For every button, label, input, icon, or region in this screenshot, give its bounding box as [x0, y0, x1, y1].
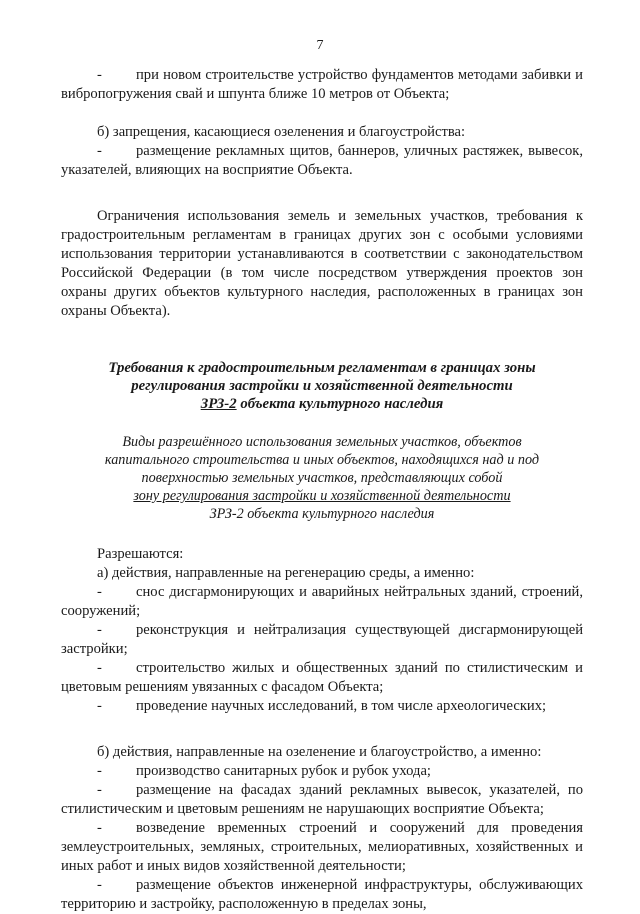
- paragraph-text: при новом строительстве устройство фундаментов методами забивки и вибропогружения свай и шпунта ближе 10 метров от Объекта;: [61, 67, 583, 102]
- heading-line: [61, 395, 583, 413]
- subheading-line: капитального строительства и иных объектов, находящихся над и под: [104, 452, 540, 468]
- dash-marker: -: [97, 763, 102, 779]
- list-item-text: снос дисгармонирующих и аварийных нейтральных зданий, строений, сооружений;: [61, 584, 583, 619]
- list-intro: Разрешаются:: [97, 546, 184, 562]
- zone-code: ЗРЗ-2: [200, 396, 237, 412]
- list-item-text: производство санитарных рубок и рубок ухода;: [136, 763, 431, 779]
- list-item: [61, 762, 583, 781]
- heading-line: регулирования застройки и хозяйственной деятельности: [131, 378, 513, 394]
- subheading-line: Виды разрешённого использования земельных участков, объектов: [122, 434, 522, 450]
- paragraph: б) запрещения, касающиеся озеленения и благоустройства:: [97, 124, 466, 140]
- dash-marker: -: [97, 622, 102, 638]
- list-item-text: проведение научных исследований, в том числе археологических;: [136, 698, 547, 714]
- list-item-text: размещение объектов инженерной инфраструктуры, обслуживающих территорию и застройку, расположенную в пределах зоны,: [61, 877, 583, 912]
- subheading-line: ЗРЗ-2 объекта культурного наследия: [209, 506, 435, 522]
- paragraph: Ограничения использования земель и земельных участков, требования к градостроительным регламентам в границах других зон с особыми условиями использования территории устанавливаются в соответствии с законодательством Российской Федерации (в том числе посредством утверждения проектов зон охраны других объектов культурного наследия, расположенных в границах зон охраны Объекта).: [61, 208, 583, 319]
- subheading-line: поверхностью земельных участков, представляющих собой: [141, 470, 503, 486]
- list-item: [61, 781, 583, 819]
- document-body: [61, 66, 583, 914]
- list-item-text: размещение на фасадах зданий рекламных вывесок, указателей, по стилистическим и цветовым решениям не нарушающих восприятие Объекта;: [61, 782, 583, 817]
- page-number: 7: [316, 38, 324, 53]
- paragraph: [61, 142, 583, 180]
- dash-marker: -: [97, 660, 102, 676]
- subheading: [61, 433, 583, 523]
- list-item: [61, 876, 583, 914]
- list-item-text: реконструкция и нейтрализация существующей дисгармонирующей застройки;: [61, 622, 583, 657]
- dash-marker: -: [97, 698, 102, 714]
- dash-marker: -: [97, 877, 102, 893]
- list-item: [61, 583, 583, 621]
- dash-marker: -: [97, 820, 102, 836]
- dash-marker: -: [97, 782, 102, 798]
- list-item: [61, 819, 583, 876]
- subheading-line: зону регулирования застройки и хозяйственной деятельности: [133, 488, 511, 504]
- dash-marker: -: [97, 143, 102, 159]
- section-heading: [61, 359, 583, 413]
- paragraph-text: размещение рекламных щитов, баннеров, уличных растяжек, вывесок, указателей, влияющих на восприятие Объекта.: [61, 143, 583, 178]
- list-item: [61, 697, 583, 716]
- paragraph: [61, 66, 583, 104]
- list-item: [61, 621, 583, 659]
- list-title: б) действия, направленные на озеленение и благоустройство, а именно:: [97, 744, 542, 760]
- dash-marker: -: [97, 584, 102, 600]
- heading-line-rest: объекта культурного наследия: [236, 396, 444, 412]
- dash-marker: -: [97, 67, 102, 83]
- heading-line: Требования к градостроительным регламентам в границах зоны: [108, 360, 536, 376]
- list-item: [61, 659, 583, 697]
- list-item-text: строительство жилых и общественных зданий по стилистическим и цветовым решениям увязанных с фасадом Объекта;: [61, 660, 583, 695]
- list-item-text: возведение временных строений и сооружений для проведения землеустроительных, земляных, строительных, мелиоративных, хозяйственных и иных работ и иных видов хозяйственной деятельности;: [61, 820, 583, 874]
- list-title: а) действия, направленные на регенерацию среды, а именно:: [97, 565, 475, 581]
